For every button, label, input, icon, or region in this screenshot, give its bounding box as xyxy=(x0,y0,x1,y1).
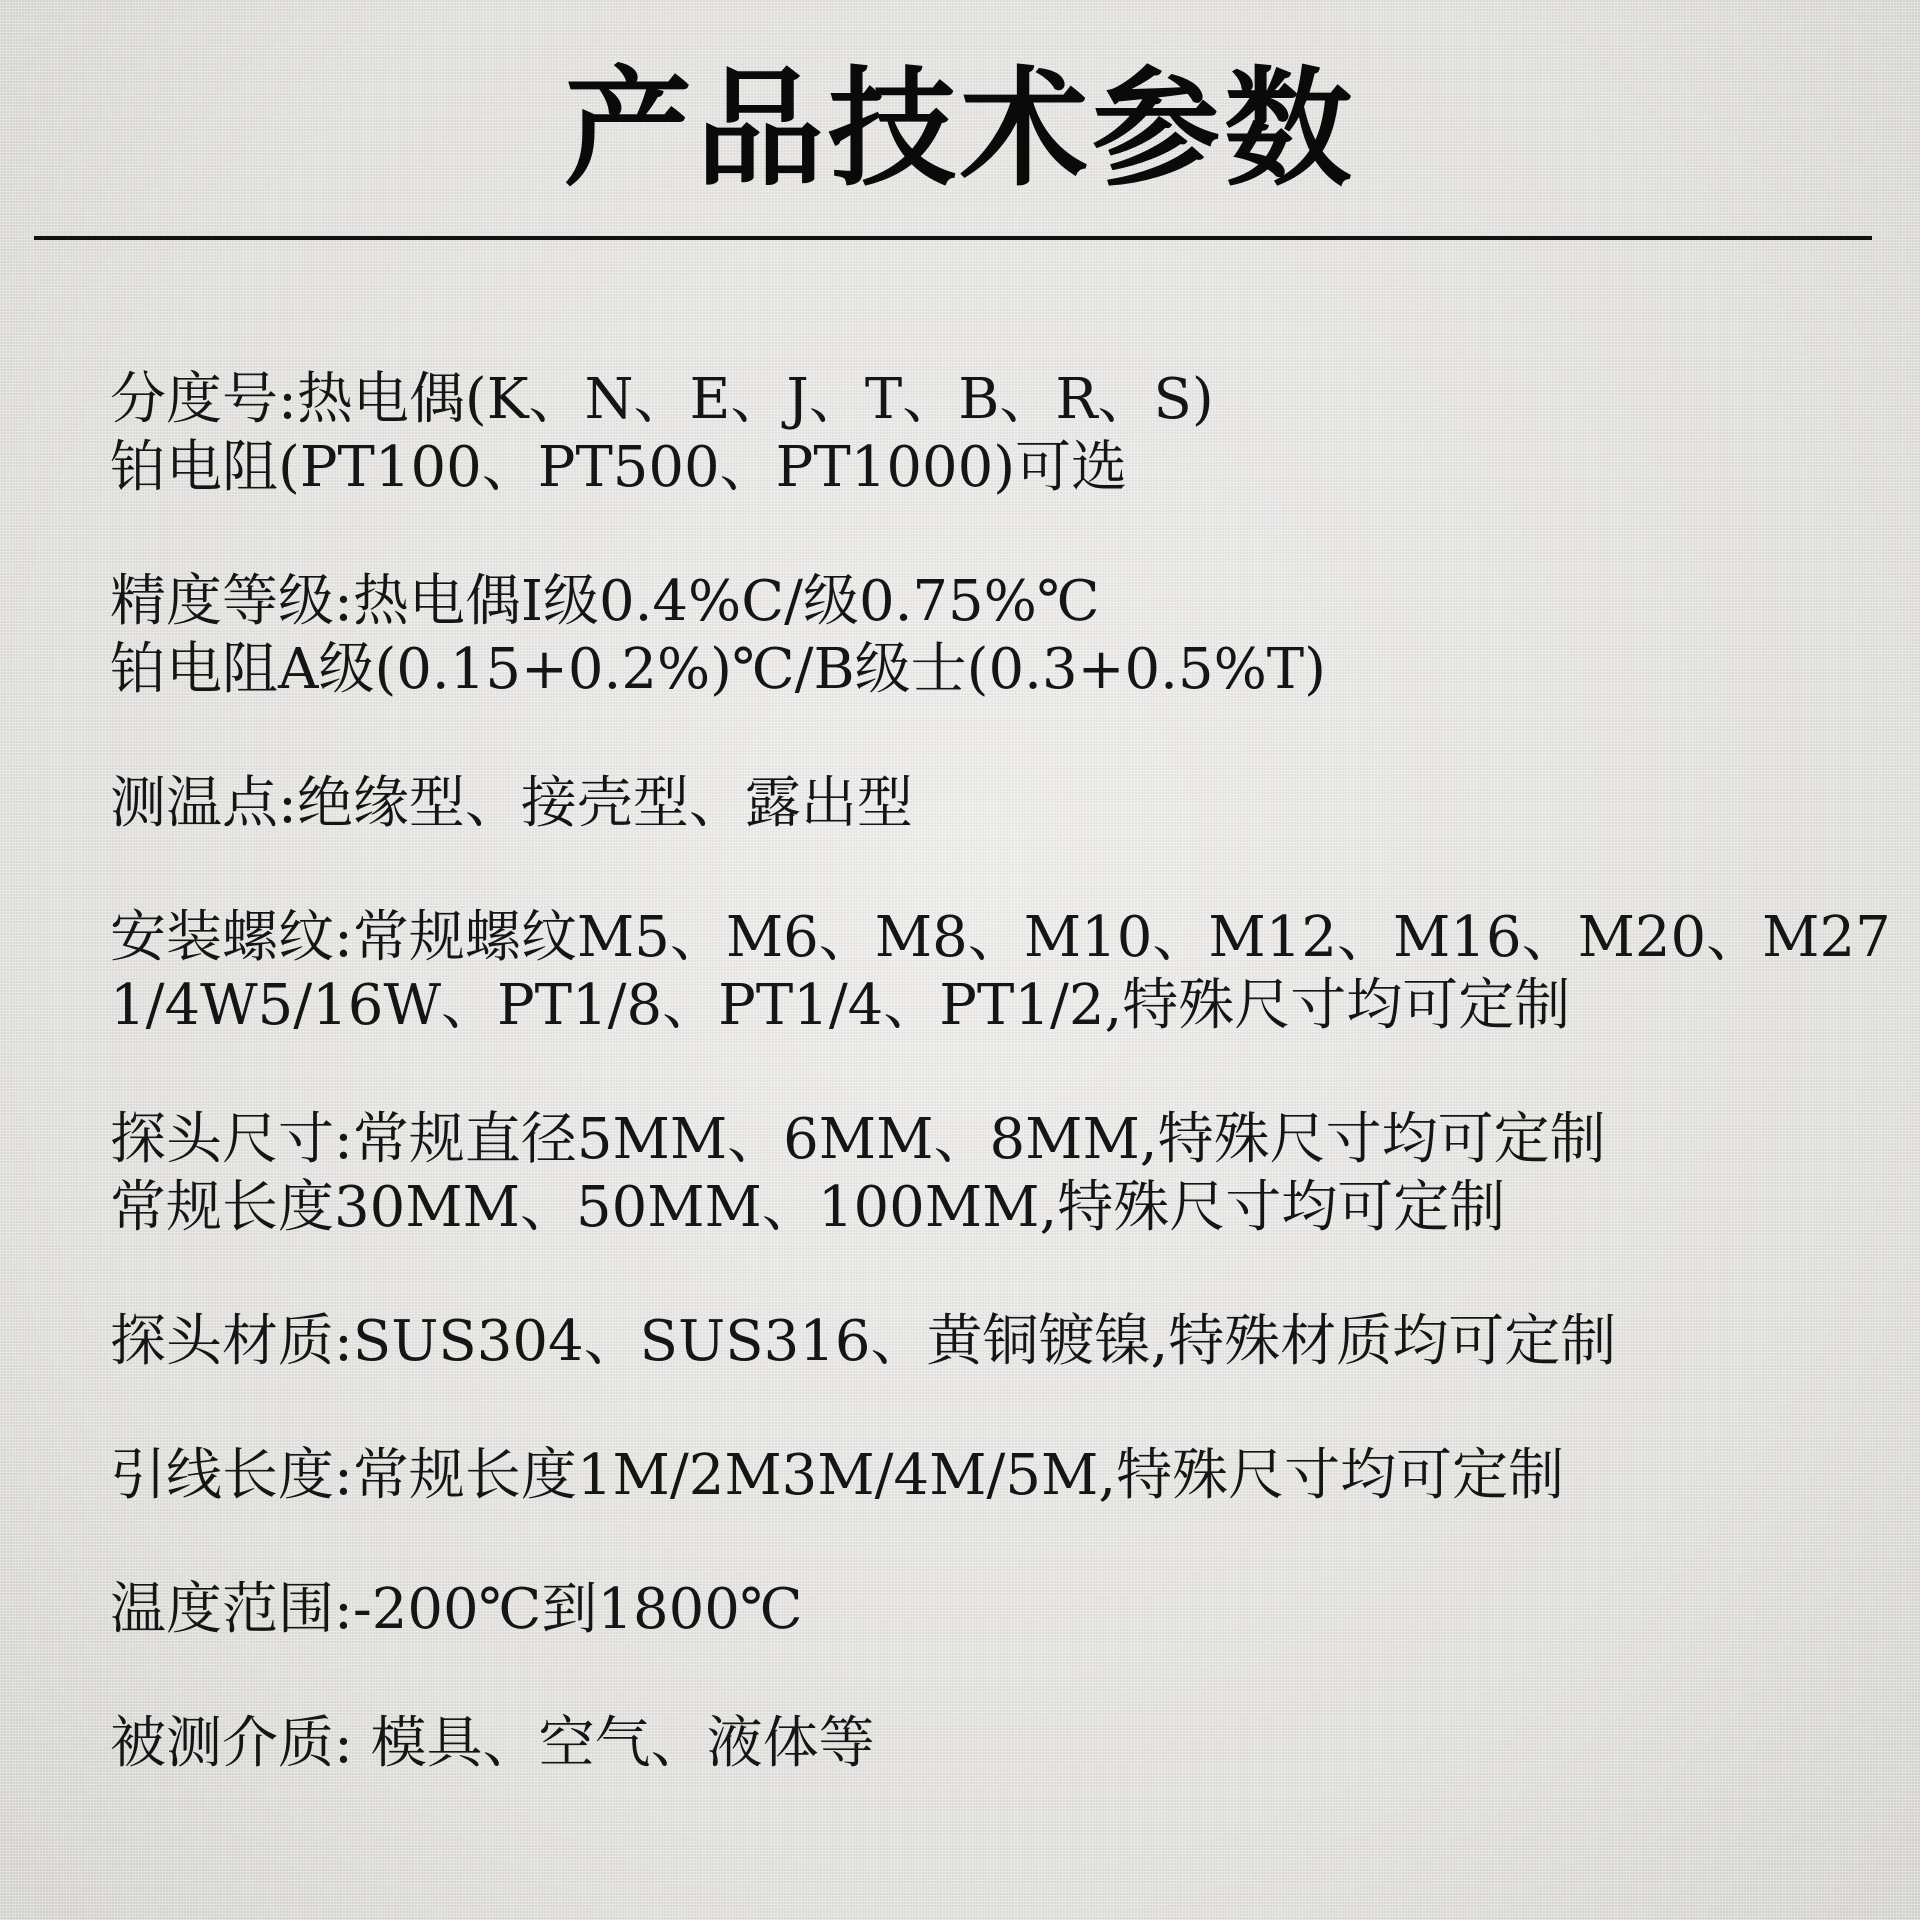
spec-line: 精度等级:热电偶I级0.4%C/级0.75%℃ xyxy=(110,569,1100,634)
spec-line: 安装螺纹:常规螺纹M5、M6、M8、M10、M12、M16、M20、M27 xyxy=(110,905,1891,970)
spec-accuracy xyxy=(110,568,1900,704)
spec-probe-size xyxy=(110,1106,1900,1242)
spec-graduation xyxy=(110,366,1900,502)
spec-medium xyxy=(110,1710,1900,1778)
spec-line: 测温点:绝缘型、接壳型、露出型 xyxy=(110,771,913,836)
spec-line: 温度范围:-200℃到1800℃ xyxy=(110,1577,803,1642)
spec-list xyxy=(110,366,1900,1844)
spec-lead-length xyxy=(110,1442,1900,1510)
spec-probe-material xyxy=(110,1308,1900,1376)
spec-line: 探头材质:SUS304、SUS316、黄铜镀镍,特殊材质均可定制 xyxy=(110,1309,1617,1374)
spec-line: 1/4W5/16W、PT1/8、PT1/4、PT1/2,特殊尺寸均可定制 xyxy=(110,973,1571,1038)
spec-temperature-range xyxy=(110,1576,1900,1644)
spec-line: 被测介质: 模具、空气、液体等 xyxy=(110,1711,875,1776)
spec-line: 分度号:热电偶(K、N、E、J、T、B、R、S) xyxy=(110,367,1214,432)
spec-thread xyxy=(110,904,1900,1040)
title-divider xyxy=(34,236,1872,240)
spec-line: 常规长度30MM、50MM、100MM,特殊尺寸均可定制 xyxy=(110,1175,1506,1240)
spec-line: 铂电阻(PT100、PT500、PT1000)可选 xyxy=(110,435,1128,500)
spec-measuring-point xyxy=(110,770,1900,838)
spec-line: 探头尺寸:常规直径5MM、6MM、8MM,特殊尺寸均可定制 xyxy=(110,1107,1606,1172)
page-title: 产品技术参数 xyxy=(563,55,1356,204)
spec-line: 铂电阻A级(0.15+0.2%)℃/B级士(0.3+0.5%T) xyxy=(110,637,1326,702)
spec-line: 引线长度:常规长度1M/2M3M/4M/5M,特殊尺寸均可定制 xyxy=(110,1443,1565,1508)
